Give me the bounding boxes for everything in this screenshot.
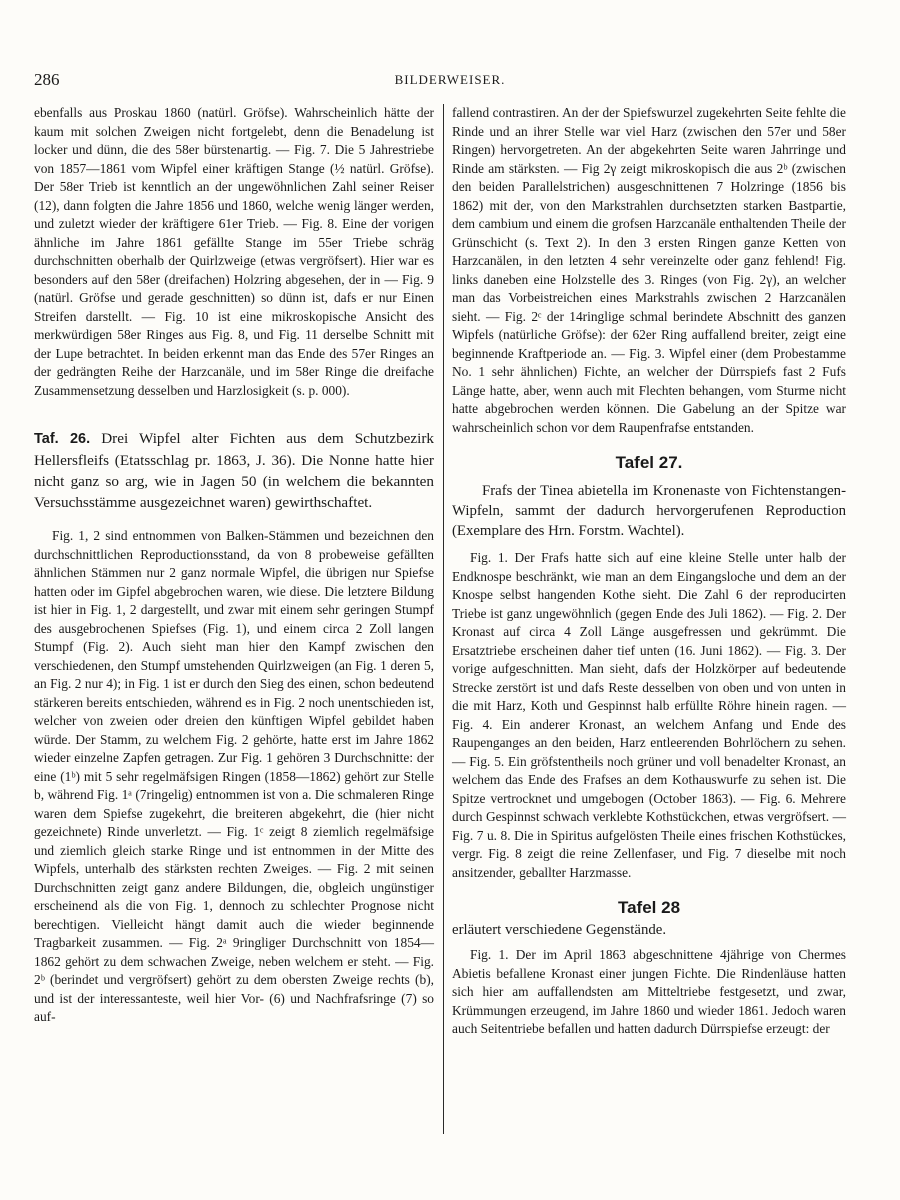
tafel-27-title: Tafel 27. [615,453,683,472]
paragraph-proskau: ebenfalls aus Proskau 1860 (natürl. Gröfse). Wahrscheinlich hätte der kaum mit solchen Zweigen nicht fortgelebt, denn die Benadelung ist locker und dünn, die des 58er bürstenartig. — Fig. 7. Die 5 Jahrestriebe von 1857—1861 vom Wipfel einer kräftigen Stange (½ natürl. Gröfse). Der 58er Trieb ist kenntlich an der ungewöhnlichen Zahl seiner Reiser (12), dann folgten die Jahre 1856 und 1860, welche wenig länger werden, und zuletzt wieder der kräftigere 61er Trieb. — Fig. 8. Eine der vorigen ähnliche im Jahre 1861 gefällte Stange im 55er Triebe schräg durchschnitten oberhalb der Quirlzweige (etwas vergröfsert). Hier war es besonders auf den 58er (dreifachen) Holzring abgesehen, der in — Fig. 9 (natürl. Gröfse und gerade geschnitten) so dünn ist, dafs er nur Einen Streifen darstellt. — Fig. 10 ist eine mikroskopische Ansicht des merkwürdigen 58er Ringes aus Fig. 8, und Fig. 11 derselbe Schnitt mit der Lupe betrachtet. In beiden erkennt man das Ende des 57er Ringes an der gedrängten Reihe der Harzcanäle, und im 58er Ringe die dreifache Zusammensetzung desselben und Harzlosigkeit (s. p. 000). [34,105,434,398]
paragraph-tafel-28: Fig. 1. Der im April 1863 abgeschnittene 4jährige von Chermes Abietis befallene Kronast einer jungen Fichte. Die Rindenläuse hatten sich hier am auffallendsten am Mitteltriebe festgesetzt, und zwar, Krümmungen erzeugend, im Jahre 1860 und wieder 1861. Jedoch waren auch Seitentriebe befallen und hatten dadurch Dürrspiefse erzeugt: der [452,947,846,1036]
column-divider [443,104,444,1134]
running-title: BILDERWEISER. [394,72,506,87]
tafel-26-label: Taf. 26. [34,431,91,447]
page-header [34,70,866,92]
page-number: 286 [34,70,60,89]
left-column [34,104,434,1027]
tafel-26-heading [34,428,434,513]
paragraph-fig-1-2: Fig. 1, 2 sind entnommen von Balken-Stämmen und bezeichnen den durchschnittlichen Reproductionsstand, da von 8 probeweise gefällten ähnlichen Stämmen nur 2 ganz normale Wipfel, die übrigen nur Spiefse hatten oder im Gipfel abgebrochen waren, wie diese. Die letztere Bildung ist hier in Fig. 1, 2 dargestellt, und zwar mit einem sehr geringen Stumpf des ausgebrochenen Spiefses (Fig. 1), und einem circa 2 Zoll langen Stumpf (Fig. 2). Auch sieht man hier den Kampf zwischen den verschiedenen, den Stumpf umstehenden Quirlzweigen (an Fig. 1 deren 5, an Fig. 2 nur 4); in Fig. 1 ist er durch den Sieg des einen, schon bedeutend stärkeren bereits entschieden, während es in Fig. 2 noch unentschieden ist, welcher von zweien oder dreien den künftigen Wipfel gebildet haben würde. Der Stamm, zu welchem Fig. 2 gehörte, hatte erst im Jahre 1862 wieder einzelne Zapfen getragen. Zur Fig. 1 gehören 3 Durchschnitte: der eine (1ᵇ) mit 5 sehr regelmäfsigen Ringen (1858—1862) gehört zur Stelle b, während Fig. 1ᵃ (7ringelig) entnommen ist von a. Die schmaleren Ringe waren dem Spiefse zugekehrt, die breiteren abgekehrt, die (hier nicht gezeichnete) Rinde unverletzt. — Fig. 1ᶜ zeigt 8 ziemlich regelmäfsige und ziemlich gleich starke Ringe und ist entnommen in der Mitte des Wipfels, unterhalb des stärksten rechten Zweiges. — Fig. 2 mit seinen Durchschnitten zeigt ganz andere Bildungen, die, obgleich ungünstiger erscheinend als die von Fig. 1, dennoch zu schlechter Prognose nicht berechtigen. Vielleicht hängt damit auch die wieder beginnende Tragbarkeit zusammen. — Fig. 2ᵃ 9ringliger Durchschnitt von 1854—1862 gehört zu dem schwachen Zweige, neben welchem er steht. — Fig. 2ᵇ (berindet und vergröfsert) gehört zu dem obersten Zweige rechts (b), und ist der interessanteste, weil hier Vor- (6) und Nachfrafsringe (7) so auf- [34,528,434,1024]
paragraph-tafel-27: Fig. 1. Der Frafs hatte sich auf eine kleine Stelle unter halb der Endknospe beschränkt, wie man an dem Eingangsloche und dem an der Knospe selbst hangenden Kothe sieht. Die Zahl 6 der reproducirten Triebe ist ganz ungewöhnlich (gegen Ende des Juli 1862). — Fig. 2. Der Kronast auf circa 4 Zoll Länge ausgefressen und gekrümmt. Die Ersatztriebe erscheinen daher tief unten (16. Juni 1862). — Fig. 3. Der vorige aufgeschnitten. Man sieht, dafs der Holzkörper auf bedeutende Strecke zerstört ist und dafs Reste desselben von oben und von unten in die mit Harz, Koth und Gespinnst halb erfüllte Röhre hinein ragen. — Fig. 4. Ein anderer Kronast, an welchem Anfang und Ende des Raupenganges an den beiden, Harz entleerenden Bohrlöchern zu sehen. — Fig. 5. Ein gröfstentheils noch grüner und voll benadelter Kronast, an welchem das Ende des Frafses an dem Kothauswurfe zu sehen ist. Die Spitze vertrocknet und umgebogen (October 1863). — Fig. 6. Mehrere durch Gespinnst schwach verklebte Kothstückchen, etwas vergröfsert. — Fig. 7 u. 8. Die in Spiritus aufgelösten Theile eines frischen Kothstückes, vergr. Fig. 8 zeigt die reine Zellenfaser, und Fig. 7 dieselbe mit noch ansitzender, geballter Harzmasse. [452,550,846,880]
paragraph-continued: fallend contrastiren. An der der Spiefswurzel zugekehrten Seite fehlte die Rinde und an ihrer Stelle war viel Harz (zwischen den 57er und 58er Ringen) hervorgetreten. An der abgekehrten Seite waren Jahrringe und Rinde am stärksten. — Fig 2γ zeigt mikroskopisch die aus 2ᵇ (zwischen den beiden Parallelstrichen) ausgeschnittenen 7 Holzringe (1856 bis 1862) mit der, von den Markstrahlen durchsetzten starken Bastpartie, dem cambium und einem die grofsen Harzcanäle enthaltenden Theile der Grünschicht (s. Text 2). In den 3 ersten Ringen ganze Ketten von Harzcanälen, in den letzten 4 sehr vereinzelte oder ganz fehlend! Fig. links daneben eine Holzstelle des 3. Ringes (von Fig. 2γ), an welcher man das Vorbeistreichen eines Markstrahls zwischen 2 Harzcanälen sieht. — Fig. 2ᶜ der 14ringlige schmal berindete Abschnitt des ganzen Wipfels (natürliche Gröfse): der 62er Ring auffallend breiter, zeigt eine beginnende Kraftperiode an. — Fig. 3. Wipfel einer (dem Probestamme No. 1 sehr ähnlichen) Fichte, an welcher der Dürrspiefs fast 2 Fufs Länge hatte, aber, wenn auch mit Flechten behangen, vom Sturme nicht hatte abgebrochen werden können. Die Gabelung an der Spitze war wahrscheinlich schon vor dem Raupenfrafse entstanden. [452,105,846,435]
tafel-28-subtitle: erläutert verschiedene Gegenstände. [452,922,667,938]
right-column [452,104,846,1039]
tafel-27-subtitle: Frafs der Tinea abietella im Kronenaste von Fichtenstangen-Wipfeln, sammt der dadurch hervorgerufenen Reproduction (Exemplare des Hrn. Forstm. Wachtel). [452,483,846,539]
tafel-26-heading-text: Drei Wipfel alter Fichten aus dem Schutzbezirk Hellersfleifs (Etatsschlag pr. 1863, J. 36). Die Nonne hatte hier nicht ganz so arg, wie in Jagen 50 (in welchem die bekannten Versuchsstämme ausgezeichnet waren) gewirthschaftet. [34,430,435,511]
tafel-28-title: Tafel 28 [617,898,681,917]
